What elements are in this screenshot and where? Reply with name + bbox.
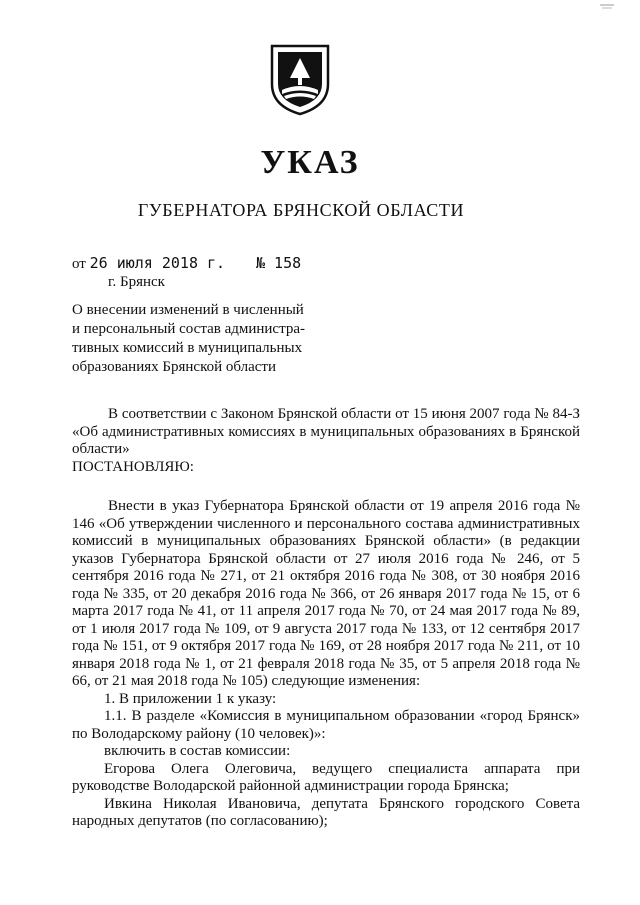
subject-line: образованиях Брянской области bbox=[72, 359, 277, 375]
document-date bbox=[72, 254, 225, 273]
scan-mark bbox=[600, 3, 614, 9]
document-subject bbox=[72, 301, 312, 377]
subject-line: тивных комиссий в муниципальных bbox=[72, 340, 303, 356]
decree-word: ПОСТАНОВЛЯЮ: bbox=[72, 458, 194, 475]
subject-line: О внесении изменений в численный bbox=[72, 302, 304, 318]
document-subtitle: ГУБЕРНАТОРА БРЯНСКОЙ ОБЛАСТИ bbox=[137, 200, 465, 220]
document-body bbox=[72, 406, 580, 831]
subject-line: и персональный состав администра- bbox=[72, 321, 305, 337]
document-city: г. Брянск bbox=[108, 274, 165, 290]
bryansk-coat-of-arms-icon bbox=[268, 44, 332, 116]
list-item: 1.1. В разделе «Комиссия в муниципальном образовании «город Брянск» по Володарскому району (10 человек)»: bbox=[72, 708, 580, 742]
document-number: № 158 bbox=[256, 254, 302, 272]
document-title: УКАЗ bbox=[260, 144, 360, 181]
list-item: включить в состав комиссии: bbox=[104, 743, 291, 759]
date-prefix: от bbox=[72, 256, 86, 272]
list-item: Егорова Олега Олеговича, ведущего специалиста аппарата при руководстве Володарской районной администрации города Брянска; bbox=[72, 760, 580, 794]
list-item: 1. В приложении 1 к указу: bbox=[104, 690, 277, 707]
date-value: 26 июля 2018 г. bbox=[89, 254, 226, 272]
list-item: Ивкина Николая Ивановича, депутата Брянского городского Совета народных депутатов (по согласованию); bbox=[72, 795, 580, 829]
preamble: В соответствии с Законом Брянской области от 15 июня 2007 года № 84-З «Об административных комиссиях в муниципальных образованиях в Брянской области» bbox=[72, 406, 580, 457]
main-paragraph: Внести в указ Губернатора Брянской области от 19 апреля 2016 года № 146 «Об утверждении численного и персонального состава административных комиссий в муниципальных образованиях Брянской области» (в редакции указов Губернатора Брянской области от 27 июля 2016 года № 246, от 5 сентября 2016 года № 271, от 21 октября 2016 года № 308, от 30 ноября 2016 года № 335, от 20 декабря 2016 года № 366, от 26 января 2017 года № 15, от 6 марта 2017 года № 41, от 11 апреля 2017 года № 70, от 24 мая 2017 года № 89, от 1 июля 2017 года № 109, от 9 августа 2017 года № 133, от 12 сентября 2017 года № 151, от 9 октября 2017 года № 169, от 28 ноября 2017 года № 211, от 10 января 2018 года № 1, от 21 февраля 2018 года № 35, от 5 апреля 2018 года № 66, от 21 мая 2018 года № 105) следующие изменения: bbox=[72, 498, 580, 689]
